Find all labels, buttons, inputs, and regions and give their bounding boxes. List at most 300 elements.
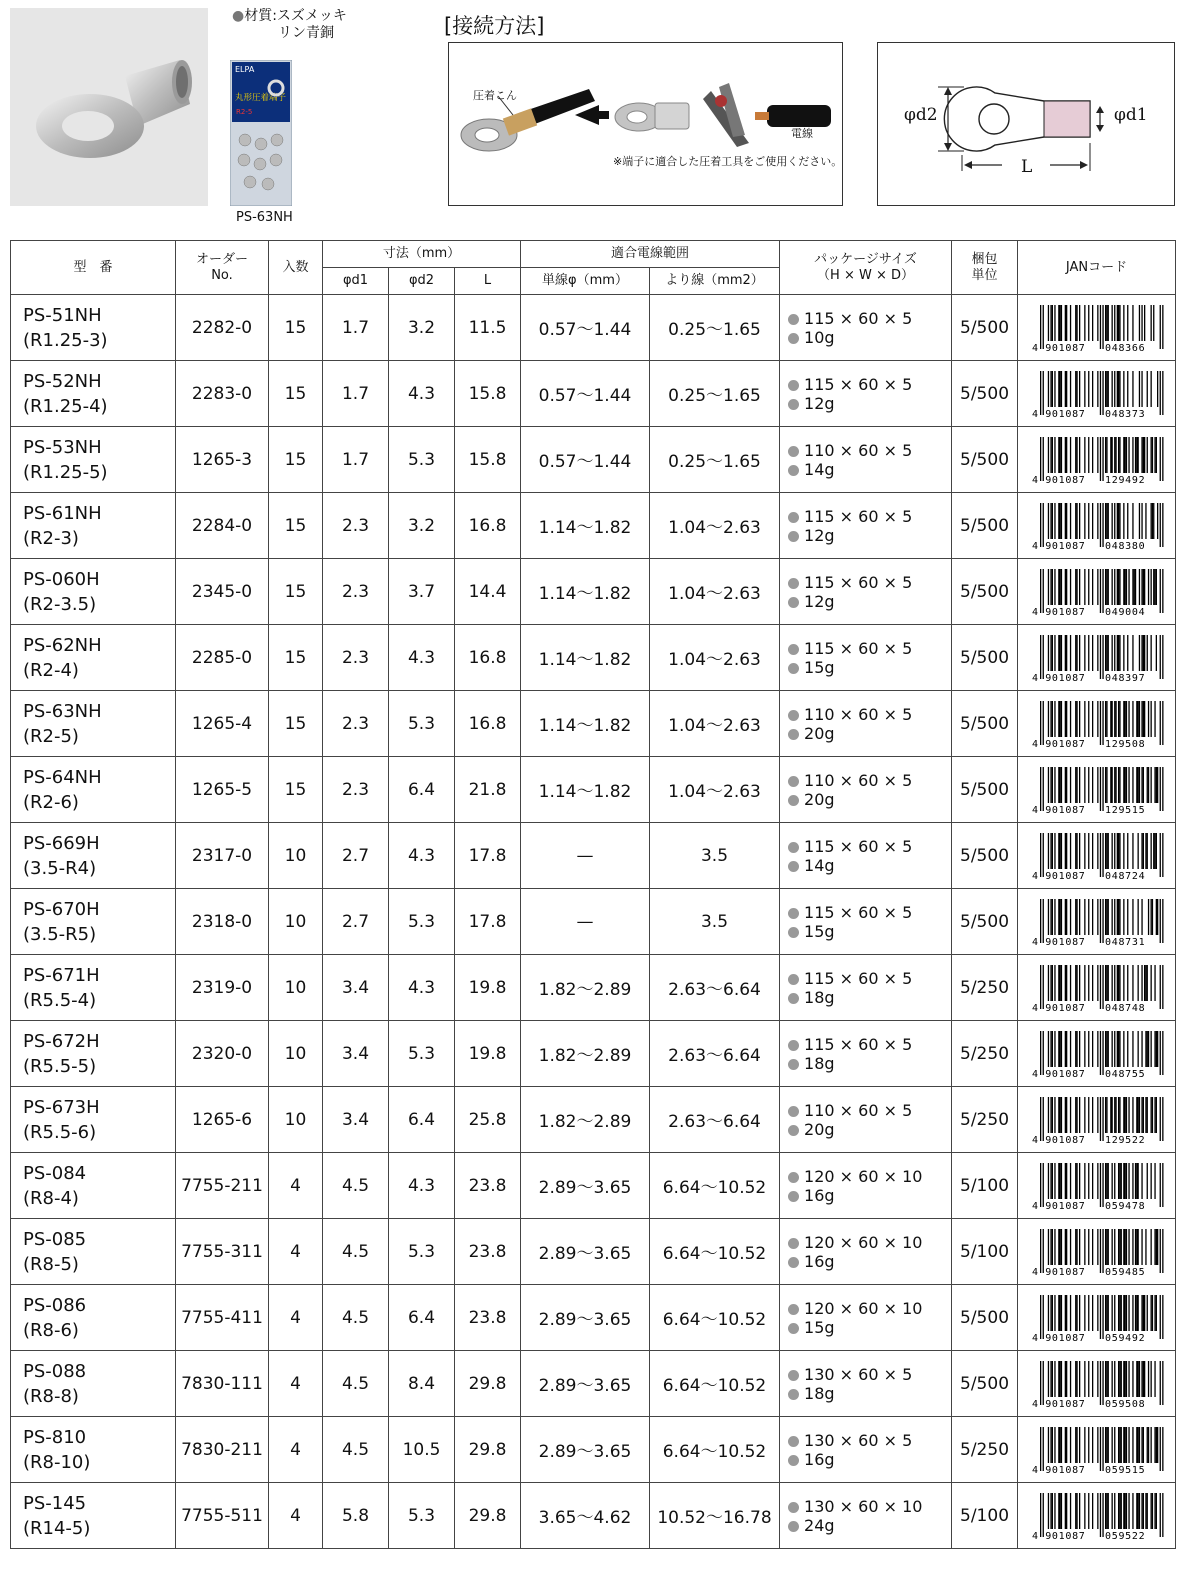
barcode-bar: [1060, 899, 1061, 935]
cell-qty: 4: [269, 1483, 323, 1549]
barcode-bar: [1155, 1295, 1156, 1331]
barcode-bar: [1141, 437, 1142, 473]
barcode-bar: [1127, 503, 1128, 539]
model-cell: [11, 1087, 176, 1153]
barcode-bar: [1118, 1493, 1119, 1529]
header-d2: φd2: [389, 268, 455, 295]
cell-order: 2283-0: [176, 361, 269, 427]
table-row: [11, 1483, 1176, 1549]
barcode-right-digits: 059485: [1104, 1266, 1145, 1277]
barcode-bar: [1040, 1361, 1041, 1405]
cell-single: 1.14～1.82: [521, 691, 650, 757]
bullet-icon: [788, 1191, 799, 1202]
barcode-bar: [1099, 1361, 1100, 1405]
barcode-bar: [1107, 1229, 1108, 1265]
barcode-bar: [1124, 701, 1125, 737]
barcode-bar: [1084, 1097, 1085, 1133]
barcode-first-digit: 4: [1031, 1332, 1038, 1343]
barcode-bar: [1154, 1493, 1155, 1529]
barcode-right-digits: 129522: [1104, 1134, 1145, 1145]
cell-single: 2.89～3.65: [521, 1219, 650, 1285]
barcode-bar: [1138, 305, 1139, 341]
barcode-bar: [1153, 569, 1154, 605]
cell-stranded: 1.04～2.63: [650, 625, 780, 691]
barcode-bar: [1084, 1427, 1085, 1463]
barcode-bar: [1142, 1295, 1143, 1331]
barcode-bar: [1123, 371, 1124, 407]
barcode-bar: [1058, 767, 1059, 803]
barcode-bar: [1059, 701, 1060, 737]
barcode-bar: [1114, 899, 1115, 935]
barcode-left-digits: 901087: [1044, 1134, 1086, 1145]
barcode-bar: [1159, 635, 1160, 679]
barcode-bar: [1119, 1427, 1120, 1463]
barcode-bar: [1047, 305, 1048, 341]
barcode-bar: [1111, 1097, 1112, 1133]
barcode-bar: [1150, 503, 1151, 539]
barcode-bar: [1119, 965, 1120, 1001]
barcode-bar: [1097, 1163, 1098, 1199]
spec-table: [10, 240, 1176, 1549]
barcode-bar: [1150, 767, 1151, 803]
barcode-bar: [1058, 833, 1059, 869]
model-number: PS-060H: [23, 568, 100, 590]
barcode-bar: [1159, 1097, 1160, 1141]
barcode-bar: [1042, 1031, 1043, 1075]
barcode-bar: [1079, 1163, 1080, 1199]
model-cell: [11, 823, 176, 889]
barcode-bar: [1142, 701, 1143, 737]
cell-stranded: 3.5: [650, 823, 780, 889]
barcode-bar: [1064, 1361, 1065, 1397]
bullet-icon: [788, 1370, 799, 1381]
cell-single: 0.57～1.44: [521, 295, 650, 361]
barcode-bar: [1088, 635, 1089, 671]
package-weight: 18g: [804, 1383, 835, 1403]
barcode-bar: [1075, 1031, 1076, 1067]
cell-L: 21.8: [455, 757, 521, 823]
barcode-bar: [1066, 305, 1067, 341]
cell-unit: 5/500: [952, 1285, 1018, 1351]
table-row: [11, 757, 1176, 823]
barcode-bar: [1069, 569, 1070, 605]
barcode-bar: [1105, 1229, 1106, 1265]
cell-unit: 5/500: [952, 493, 1018, 559]
bullet-icon: [788, 399, 799, 410]
cell-stranded: 0.25～1.65: [650, 361, 780, 427]
package-weight: 15g: [804, 657, 835, 677]
cell-d1: 2.3: [323, 559, 389, 625]
jan-barcode: [1018, 559, 1176, 625]
model-number: PS-810: [23, 1426, 87, 1448]
barcode-left-digits: 901087: [1044, 1200, 1086, 1211]
barcode-bar: [1054, 899, 1055, 935]
barcode-bar: [1114, 305, 1115, 341]
barcode-bar: [1110, 767, 1111, 803]
table-row: [11, 1087, 1176, 1153]
table-row: [11, 361, 1176, 427]
barcode-bar: [1050, 371, 1051, 407]
cell-stranded: 6.64～10.52: [650, 1153, 780, 1219]
barcode-bar: [1111, 1163, 1112, 1199]
barcode-bar: [1042, 1493, 1043, 1537]
cell-d1: 5.8: [323, 1483, 389, 1549]
barcode-bar: [1138, 1361, 1139, 1397]
barcode-bar: [1118, 1361, 1119, 1397]
bullet-icon: [788, 380, 799, 391]
barcode-bar: [1079, 1427, 1080, 1463]
barcode-bar: [1050, 1295, 1051, 1331]
barcode-right-digits: 048373: [1104, 408, 1145, 419]
barcode-bar: [1088, 1097, 1089, 1133]
barcode-bar: [1106, 569, 1107, 605]
barcode-bar: [1092, 1097, 1093, 1133]
package-weight: 12g: [804, 393, 835, 413]
barcode-bar: [1159, 767, 1160, 811]
barcode-bar: [1124, 569, 1125, 605]
cell-order: 7755-411: [176, 1285, 269, 1351]
barcode-bar: [1064, 569, 1065, 605]
barcode-bar: [1132, 1427, 1133, 1463]
barcode-bar: [1059, 1361, 1060, 1397]
table-row: [11, 691, 1176, 757]
barcode-bar: [1145, 1229, 1146, 1265]
barcode-bar: [1102, 1031, 1103, 1075]
barcode-bar: [1066, 1229, 1067, 1265]
barcode-bar: [1097, 635, 1098, 671]
barcode-bar: [1097, 305, 1098, 341]
cell-stranded: 10.52～16.78: [650, 1483, 780, 1549]
barcode-first-digit: 4: [1031, 1266, 1038, 1277]
package-weight: 15g: [804, 1317, 835, 1337]
cell-single: 1.14～1.82: [521, 757, 650, 823]
barcode-bar: [1047, 1361, 1048, 1397]
barcode-bar: [1075, 1361, 1076, 1397]
barcode-bar: [1106, 437, 1107, 473]
barcode-bar: [1162, 833, 1163, 877]
barcode-bar: [1092, 1295, 1093, 1331]
cell-d2: 6.4: [389, 1285, 455, 1351]
barcode-bar: [1119, 833, 1120, 869]
barcode-bar: [1150, 833, 1151, 869]
cell-d1: 3.4: [323, 1021, 389, 1087]
barcode-bar: [1146, 1163, 1147, 1199]
barcode-bar: [1042, 1427, 1043, 1471]
barcode-bar: [1116, 635, 1117, 671]
barcode-bar: [1060, 1031, 1061, 1067]
barcode-bar: [1107, 1361, 1108, 1397]
table-body: [11, 295, 1176, 1549]
barcode-bar: [1076, 1097, 1077, 1133]
package-cell: [780, 757, 952, 823]
barcode-bar: [1088, 305, 1089, 341]
barcode-bar: [1134, 437, 1135, 473]
barcode-bar: [1118, 437, 1119, 473]
barcode-bar: [1116, 371, 1117, 407]
barcode-bar: [1153, 833, 1154, 869]
cell-order: 2285-0: [176, 625, 269, 691]
barcode-bar: [1159, 965, 1160, 1009]
model-cell: [11, 1285, 176, 1351]
barcode-bar: [1066, 965, 1067, 1001]
barcode-bar: [1059, 1097, 1060, 1133]
cell-d1: 2.7: [323, 823, 389, 889]
barcode-bar: [1051, 701, 1052, 737]
cell-order: 2282-0: [176, 295, 269, 361]
barcode-bar: [1051, 1361, 1052, 1397]
barcode-bar: [1150, 635, 1151, 671]
barcode-bar: [1088, 767, 1089, 803]
barcode-bar: [1138, 701, 1139, 737]
model-cell: [11, 955, 176, 1021]
barcode-bar: [1138, 1493, 1139, 1529]
barcode-bar: [1102, 899, 1103, 943]
barcode-bar: [1105, 1361, 1106, 1397]
barcode-bar: [1106, 1361, 1107, 1397]
barcode-bar: [1047, 767, 1048, 803]
barcode-bar: [1150, 371, 1151, 407]
tool-note: ※端子に適合した圧着工具をご使用ください。: [613, 155, 843, 168]
barcode-bar: [1069, 899, 1070, 935]
barcode-bar: [1110, 701, 1111, 737]
cell-single: 1.82～2.89: [521, 1087, 650, 1153]
barcode-bar: [1102, 1427, 1103, 1471]
barcode-bar: [1069, 1361, 1070, 1397]
package-weight: 20g: [804, 723, 835, 743]
barcode-first-digit: 4: [1031, 870, 1038, 881]
barcode-bar: [1069, 1163, 1070, 1199]
model-cell: [11, 1021, 176, 1087]
cell-single: 3.65～4.62: [521, 1483, 650, 1549]
barcode-bar: [1116, 965, 1117, 1001]
barcode-bar: [1154, 437, 1155, 473]
package-size: 115 × 60 × 5: [804, 902, 913, 922]
model-size: (R2-5): [23, 725, 79, 747]
barcode-bar: [1138, 1097, 1139, 1133]
barcode-bar: [1059, 1229, 1060, 1265]
barcode-bar: [1040, 701, 1041, 745]
barcode-bar: [1155, 767, 1156, 803]
bullet-icon: [788, 993, 799, 1004]
barcode-bar: [1136, 701, 1137, 737]
bullet-icon: [788, 1455, 799, 1466]
barcode-bar: [1066, 1031, 1067, 1067]
barcode-bar: [1162, 1361, 1163, 1405]
barcode-bar: [1092, 1493, 1093, 1529]
header-dims: 寸法（mm）: [323, 241, 521, 268]
barcode-bar: [1155, 1229, 1156, 1265]
model-size: (R2-3): [23, 527, 79, 549]
model-number: PS-52NH: [23, 370, 102, 392]
barcode-bar: [1105, 503, 1106, 539]
barcode-bar: [1118, 569, 1119, 605]
barcode-bar: [1132, 1031, 1133, 1067]
bullet-icon: [788, 597, 799, 608]
barcode-bar: [1076, 1229, 1077, 1265]
barcode-bar: [1157, 1427, 1158, 1463]
barcode-bar: [1084, 305, 1085, 341]
cell-d1: 4.5: [323, 1351, 389, 1417]
cell-d2: 10.5: [389, 1417, 455, 1483]
barcode-bar: [1144, 1295, 1145, 1331]
table-row: [11, 889, 1176, 955]
barcode-bar: [1138, 569, 1139, 605]
barcode-bar: [1069, 1295, 1070, 1331]
barcode-bar: [1119, 569, 1120, 605]
model-size: (R1.25-4): [23, 395, 108, 417]
barcode-bar: [1118, 965, 1119, 1001]
barcode-bar: [1051, 569, 1052, 605]
package-cell: [780, 691, 952, 757]
cell-L: 16.8: [455, 691, 521, 757]
barcode-bar: [1128, 569, 1129, 605]
barcode-bar: [1084, 1229, 1085, 1265]
barcode-bar: [1075, 1493, 1076, 1529]
cell-d2: 4.3: [389, 1153, 455, 1219]
bullet-icon: [788, 1059, 799, 1070]
barcode-bar: [1088, 1493, 1089, 1529]
barcode-bar: [1154, 1295, 1155, 1331]
cell-d1: 4.5: [323, 1219, 389, 1285]
cell-unit: 5/500: [952, 295, 1018, 361]
material-note: ●材質:スズメッキ リン青銅: [232, 8, 347, 41]
barcode-bar: [1054, 305, 1055, 341]
package-cell: [780, 889, 952, 955]
barcode-bar: [1099, 305, 1100, 349]
dim-d2-label: φd2: [904, 105, 938, 125]
barcode-bar: [1123, 1361, 1124, 1397]
barcode-bar: [1141, 1163, 1142, 1199]
cell-d2: 6.4: [389, 757, 455, 823]
cell-order: 2319-0: [176, 955, 269, 1021]
barcode-bar: [1123, 1031, 1124, 1067]
barcode-bar: [1069, 305, 1070, 341]
barcode-bar: [1097, 965, 1098, 1001]
barcode-bar: [1058, 1361, 1059, 1397]
barcode-bar: [1123, 833, 1124, 869]
barcode-bar: [1145, 1031, 1146, 1067]
barcode-bar: [1147, 1427, 1148, 1463]
barcode-bar: [1040, 305, 1041, 349]
barcode-bar: [1114, 1031, 1115, 1067]
cell-stranded: 6.64～10.52: [650, 1285, 780, 1351]
barcode-bar: [1050, 1229, 1051, 1265]
barcode-bar: [1092, 1229, 1093, 1265]
barcode-bar: [1084, 899, 1085, 935]
barcode-bar: [1162, 569, 1163, 613]
cell-single: 2.89～3.65: [521, 1351, 650, 1417]
barcode-bar: [1142, 437, 1143, 473]
barcode-bar: [1064, 701, 1065, 737]
barcode-bar: [1092, 503, 1093, 539]
barcode-bar: [1060, 503, 1061, 539]
package-size: R2-5: [236, 108, 253, 116]
barcode-bar: [1155, 437, 1156, 473]
barcode-bar: [1079, 635, 1080, 671]
barcode-bar: [1144, 569, 1145, 605]
barcode-bar: [1051, 1427, 1052, 1463]
package-weight: 20g: [804, 1119, 835, 1139]
header-stranded: より線（mm2）: [650, 268, 780, 295]
cell-d2: 3.2: [389, 295, 455, 361]
barcode-bar: [1114, 371, 1115, 407]
barcode-bar: [1107, 635, 1108, 671]
barcode-bar: [1047, 635, 1048, 671]
package-weight: 16g: [804, 1251, 835, 1271]
bullet-icon: [788, 1389, 799, 1400]
package-size: 115 × 60 × 5: [804, 638, 913, 658]
barcode-bar: [1064, 1493, 1065, 1529]
cell-d2: 5.3: [389, 427, 455, 493]
barcode-bar: [1118, 701, 1119, 737]
barcode-bar: [1119, 1163, 1120, 1199]
barcode-bar: [1079, 569, 1080, 605]
barcode-first-digit: 4: [1031, 540, 1038, 551]
barcode-bar: [1066, 1361, 1067, 1397]
barcode-bar: [1075, 701, 1076, 737]
cell-unit: 5/500: [952, 757, 1018, 823]
model-cell: [11, 361, 176, 427]
barcode-bar: [1111, 1031, 1112, 1067]
barcode-bar: [1076, 1295, 1077, 1331]
barcode-right-digits: 059515: [1104, 1464, 1145, 1475]
barcode-bar: [1050, 1493, 1051, 1529]
cell-d1: 2.7: [323, 889, 389, 955]
barcode-bar: [1132, 767, 1133, 803]
barcode-bar: [1058, 1097, 1059, 1133]
barcode-bar: [1058, 503, 1059, 539]
cell-L: 23.8: [455, 1219, 521, 1285]
barcode-bar: [1060, 569, 1061, 605]
barcode-bar: [1114, 1229, 1115, 1265]
barcode-bar: [1141, 833, 1142, 869]
cell-d2: 4.3: [389, 823, 455, 889]
barcode-bar: [1147, 767, 1148, 803]
barcode-bar: [1141, 701, 1142, 737]
barcode-bar: [1042, 1361, 1043, 1405]
barcode-bar: [1102, 1163, 1103, 1207]
barcode-bar: [1092, 899, 1093, 935]
barcode-bar: [1084, 1295, 1085, 1331]
barcode-bar: [1137, 965, 1138, 1001]
model-cell: [11, 1417, 176, 1483]
bullet-icon: [788, 1238, 799, 1249]
barcode-bar: [1088, 569, 1089, 605]
barcode-bar: [1150, 899, 1151, 935]
barcode-bar: [1136, 1295, 1137, 1331]
barcode-bar: [1147, 1031, 1148, 1067]
barcode-bar: [1079, 1097, 1080, 1133]
barcode-bar: [1154, 1361, 1155, 1397]
barcode-bar: [1132, 305, 1133, 341]
barcode-bar: [1105, 1493, 1106, 1529]
barcode-first-digit: 4: [1031, 936, 1038, 947]
cell-qty: 10: [269, 955, 323, 1021]
barcode-bar: [1120, 1427, 1121, 1463]
barcode-bar: [1145, 503, 1146, 539]
barcode-bar: [1138, 503, 1139, 539]
barcode-bar: [1119, 1295, 1120, 1331]
bullet-icon: [788, 710, 799, 721]
cell-stranded: 2.63～6.64: [650, 1021, 780, 1087]
barcode-bar: [1084, 371, 1085, 407]
barcode-bar: [1040, 1097, 1041, 1141]
barcode-bar: [1137, 899, 1138, 935]
barcode-bar: [1075, 305, 1076, 341]
package-size: 115 × 60 × 5: [804, 374, 913, 394]
barcode-bar: [1154, 1031, 1155, 1067]
barcode-bar: [1142, 635, 1143, 671]
